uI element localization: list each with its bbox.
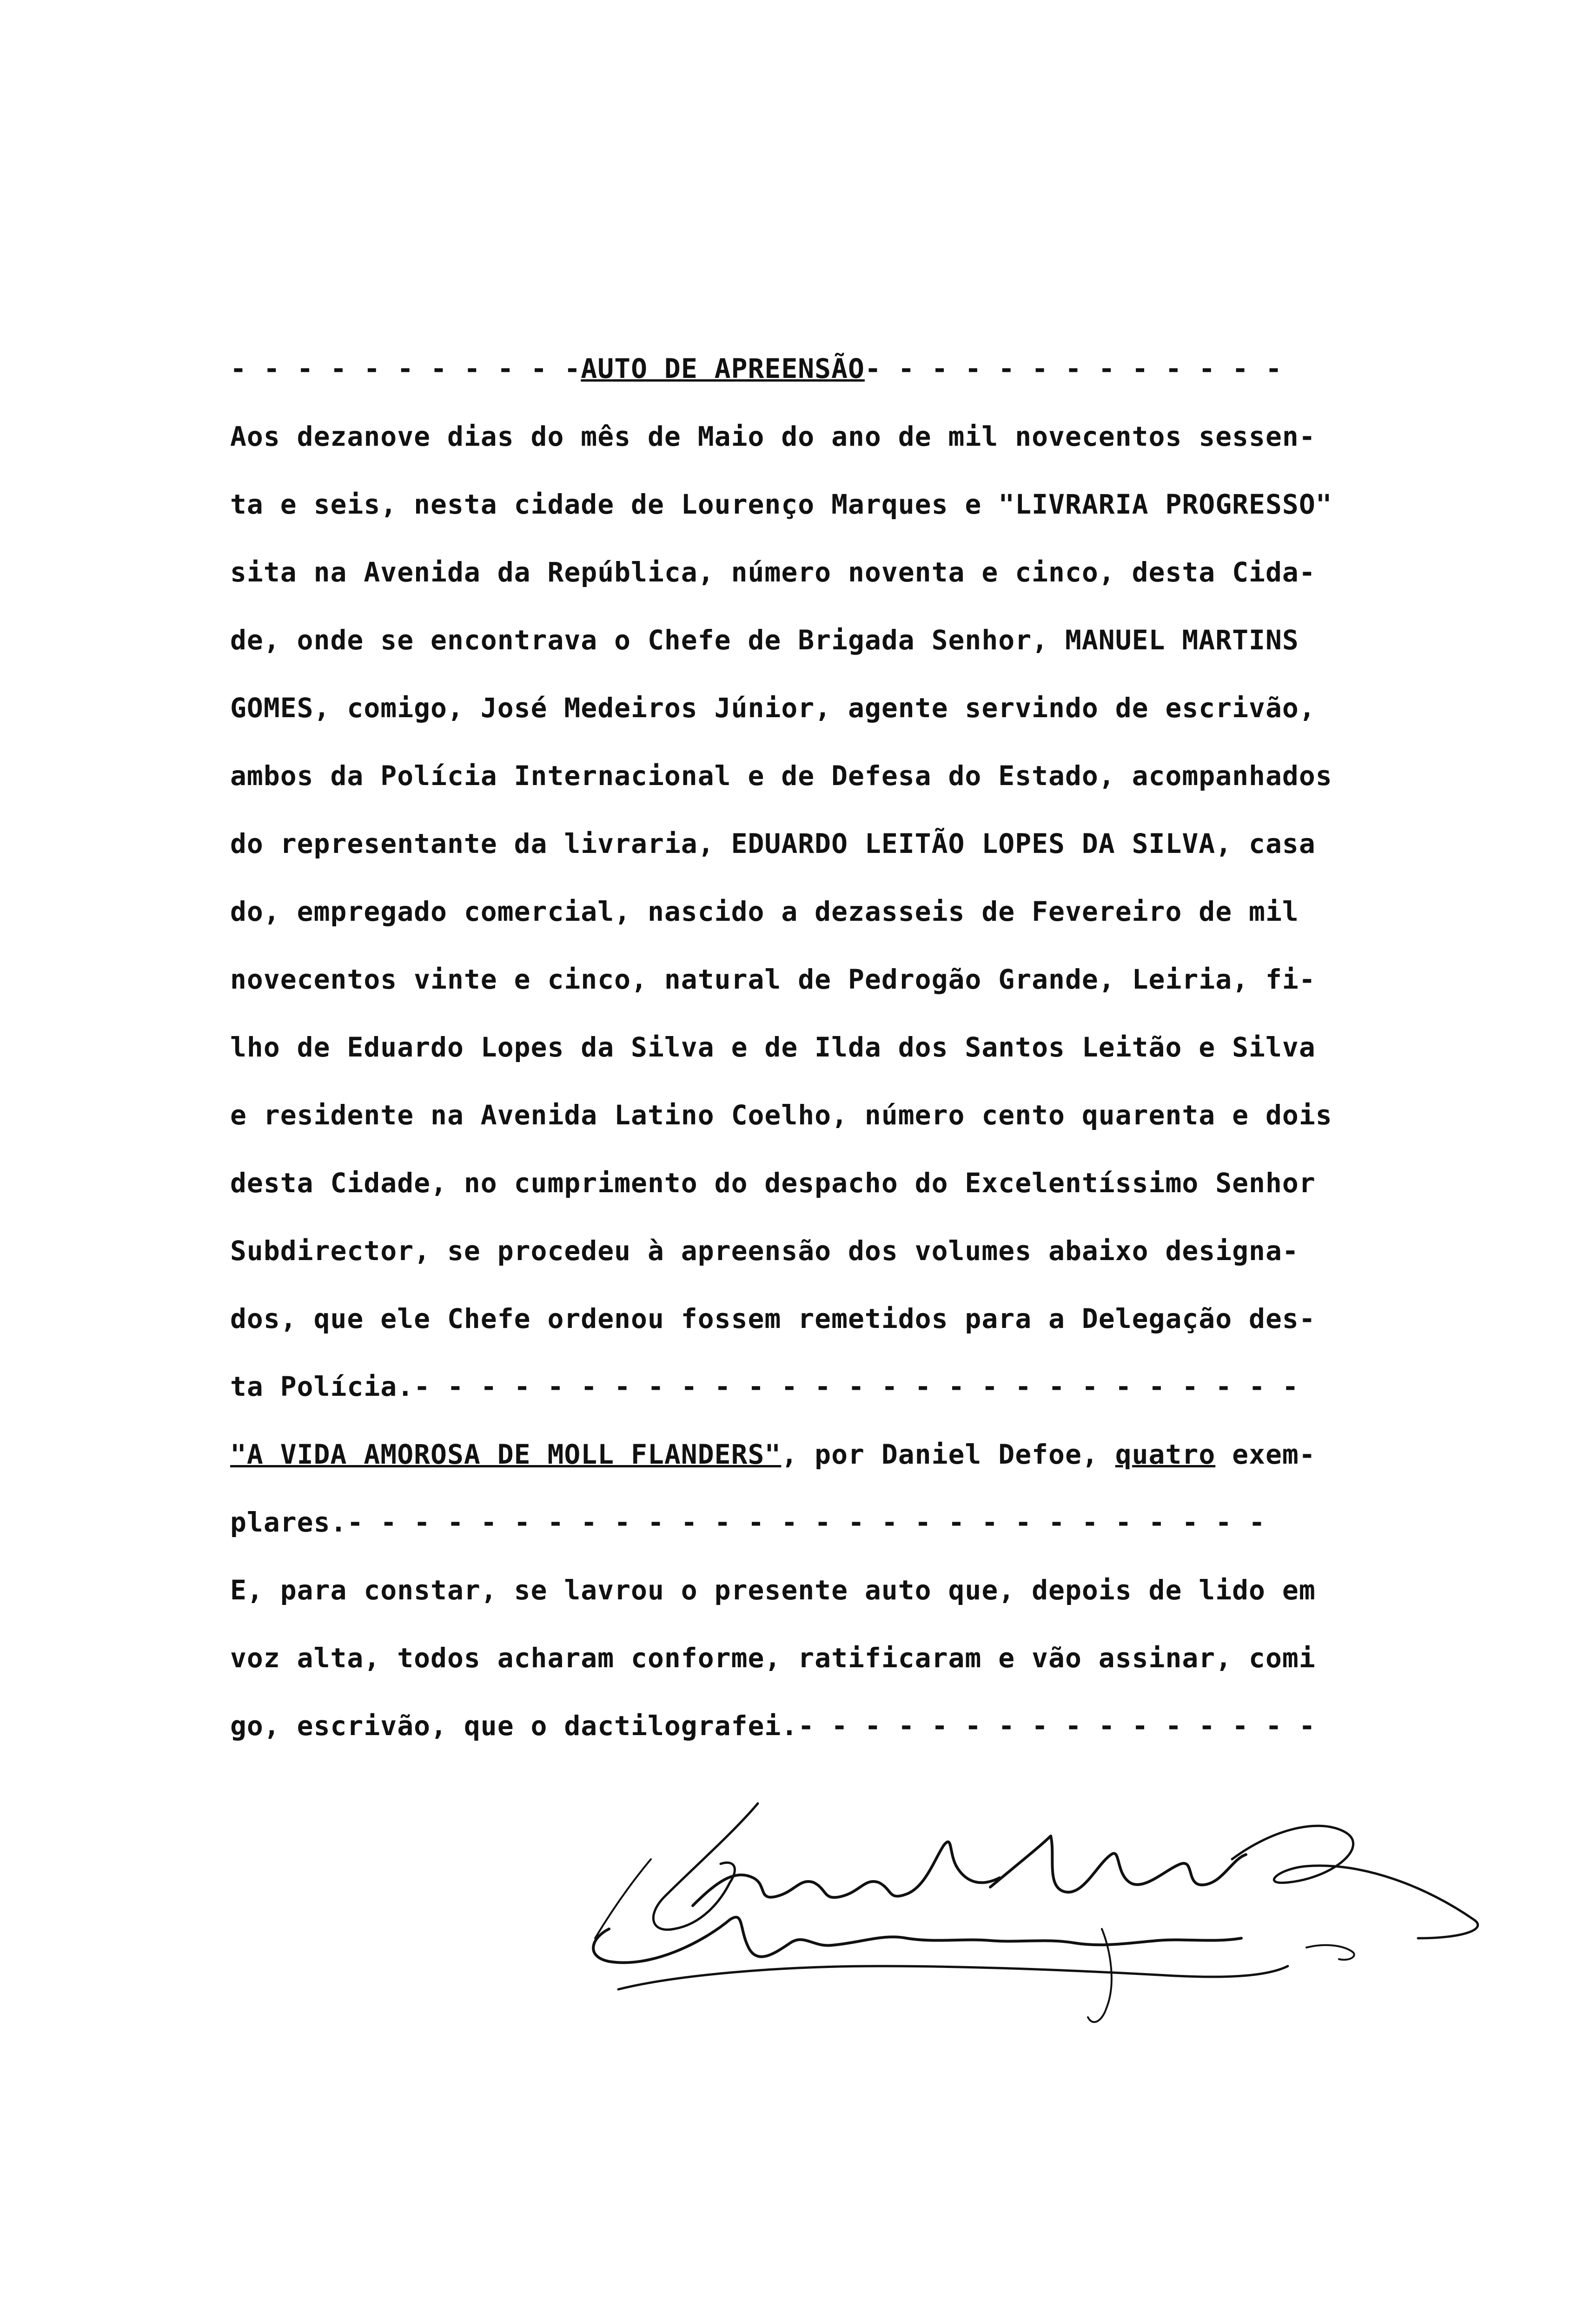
- body-line-12: desta Cidade, no cumprimento do despacho do Excelentíssimo Senhor: [230, 1167, 1316, 1199]
- signature-left-hook: [595, 1859, 651, 1938]
- body-line-3: sita na Avenida da República, número noventa e cinco, desta Cida-: [230, 556, 1316, 588]
- body-line-6: ambos da Polícia Internacional e de Defesa do Estado, acompanhados: [230, 760, 1332, 792]
- body-line-15: ta Polícia.- - - - - - - - - - - - - - - - - - - - - - - - - - -: [230, 1371, 1299, 1402]
- closing-line-3: go, escrivão, que o dactilografei.- - - - - - - - - - - - - - - -: [230, 1710, 1316, 1742]
- signature-lower-flourish: [618, 1966, 1288, 1989]
- book-author: , por Daniel Defoe,: [781, 1439, 1115, 1470]
- body-line-4: de, onde se encontrava o Chefe de Brigada Senhor, MANUEL MARTINS: [230, 624, 1299, 656]
- signature-upper-stroke-1: [653, 1803, 758, 1930]
- body-line-9: novecentos vinte e cinco, natural de Pedrogão Grande, Leiria, fi-: [230, 964, 1316, 995]
- document-title: AUTO DE APREENSÃO: [581, 353, 865, 384]
- signature-upper-stroke-2: [693, 1842, 1000, 1906]
- book-line-2: plares.- - - - - - - - - - - - - - - - - - - - - - - - - - - -: [230, 1506, 1266, 1538]
- title-line: [230, 335, 1495, 403]
- signature-lower-stroke-2: [1088, 1929, 1112, 2022]
- title-dashes-right: - - - - - - - - - - - - -: [864, 353, 1282, 384]
- body-line-1: Aos dezanove dias do mês de Maio do ano de mil novecentos sessen-: [230, 421, 1316, 452]
- signature-upper-flourish: [1232, 1826, 1478, 1938]
- closing-line-2: voz alta, todos acharam conforme, ratificaram e vão assinar, comi: [230, 1642, 1316, 1674]
- book-title: "A VIDA AMOROSA DE MOLL FLANDERS": [230, 1439, 782, 1470]
- title-dashes-left: - - - - - - - - - - -: [230, 353, 581, 384]
- signature-lower-stroke-3: [1306, 1945, 1354, 1960]
- body-line-11: e residente na Avenida Latino Coelho, número cento quarenta e dois: [230, 1099, 1332, 1131]
- book-after-quantity: exem-: [1215, 1439, 1316, 1470]
- book-quantity: quatro: [1115, 1439, 1216, 1470]
- closing-line-1: E, para constar, se lavrou o presente auto que, depois de lido em: [230, 1574, 1316, 1606]
- body-line-13: Subdirector, se procedeu à apreensão dos volumes abaixo designa-: [230, 1235, 1299, 1267]
- body-line-10: lho de Eduardo Lopes da Silva e de Ilda dos Santos Leitão e Silva: [230, 1031, 1316, 1063]
- typed-text-block: [230, 335, 1495, 1760]
- body-line-7: do representante da livraria, EDUARDO LEITÃO LOPES DA SILVA, casa: [230, 828, 1316, 859]
- handwritten-signatures: [581, 1789, 1488, 2078]
- book-line-1: [230, 1420, 1495, 1488]
- body-line-5: GOMES, comigo, José Medeiros Júnior, agente servindo de escrivão,: [230, 692, 1316, 724]
- signature-upper-stroke-3: [990, 1836, 1246, 1892]
- body-line-8: do, empregado comercial, nascido a dezasseis de Fevereiro de mil: [230, 896, 1299, 927]
- body-line-2: ta e seis, nesta cidade de Lourenço Marques e "LIVRARIA PROGRESSO": [230, 489, 1332, 520]
- body-line-14: dos, que ele Chefe ordenou fossem remetidos para a Delegação des-: [230, 1303, 1316, 1334]
